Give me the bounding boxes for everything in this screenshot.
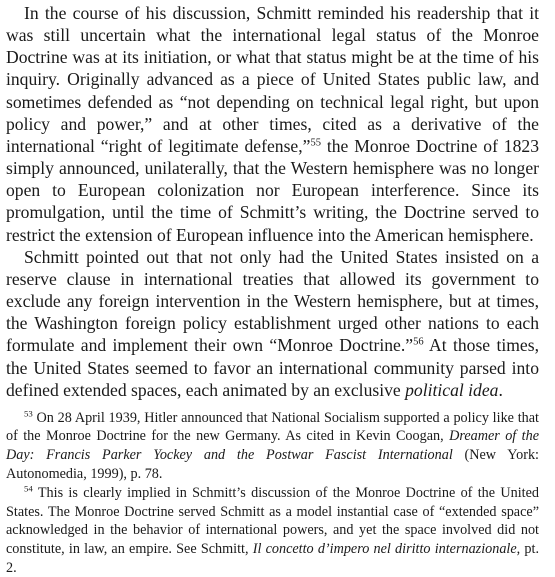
emphasis-political-idea: political idea (405, 379, 499, 400)
footnote-reference-56: 56 (413, 336, 424, 348)
footnote-53 (6, 409, 539, 483)
body-paragraph-2 (6, 246, 539, 401)
footnote-54-book-title: Il concetto d’impero nel diritto internazionale (252, 540, 517, 557)
footnote-53-book-title: Dreamer of the Day: Francis Parker Yockey and the Postwar Fascist International (6, 428, 539, 463)
footnote-54 (6, 484, 539, 577)
body-paragraph-1-text-continued: the Monroe Doctrine of 1823 simply announced, unilaterally, that the Western hemisphere was no longer open to European colonization nor European interference. Since its promulgation, until the time of Schmitt’s writing, the Doctrine served to restrict the extension of European influence into the American hemisphere. (6, 135, 539, 245)
footnotes-section (6, 409, 539, 577)
body-paragraph-1-text: In the course of his discussion, Schmitt reminded his readership that it was still uncertain what the international legal status of the Monroe Doctrine was at its initiation, or what that status might be at the time of his inquiry. Originally advanced as a piece of United States public law, and sometimes defended as “not depending on technical legal right, but upon policy and power,” and at other times, cited as a derivative of the international “right of legitimate defense,” (6, 3, 539, 156)
footnote-54-end: , pt. 2. (6, 540, 539, 576)
footnote-number-53: 53 (24, 408, 33, 419)
footnote-number-54: 54 (24, 483, 33, 494)
footnote-53-publication: (New York: Autonomedia, 1999), p. 78. (6, 447, 539, 482)
book-page (6, 2, 539, 577)
body-paragraph-2-text-continued: At those times, the United States seemed to favor an international community parsed into defined extended spaces, each animated by an exclusive (6, 335, 539, 400)
footnote-53-text: On 28 April 1939, Hitler announced that National Socialism supported a policy like that of the Monroe Doctrine for the new Germany. As cited in Kevin Coogan, (6, 409, 539, 445)
footnote-reference-55: 55 (310, 137, 321, 149)
body-paragraph-2-text: Schmitt pointed out that not only had the United States insisted on a reserve clause in international treaties that allowed its government to exclude any foreign intervention in the Western hemisphere, but at times, the Washington foreign policy establishment urged other nations to each formulate and implement their own “Monroe Doctrine.” (6, 246, 539, 356)
body-paragraph-2-end: . (498, 379, 503, 400)
footnote-54-text: This is clearly implied in Schmitt’s discussion of the Monroe Doctrine of the United States. The Monroe Doctrine served Schmitt as a model instantial case of “extended space” acknowledged in the behavior of international powers, and yet the space involved did not constitute, in law, an empire. See Schmitt, (6, 485, 539, 557)
body-paragraph-1 (6, 2, 539, 246)
